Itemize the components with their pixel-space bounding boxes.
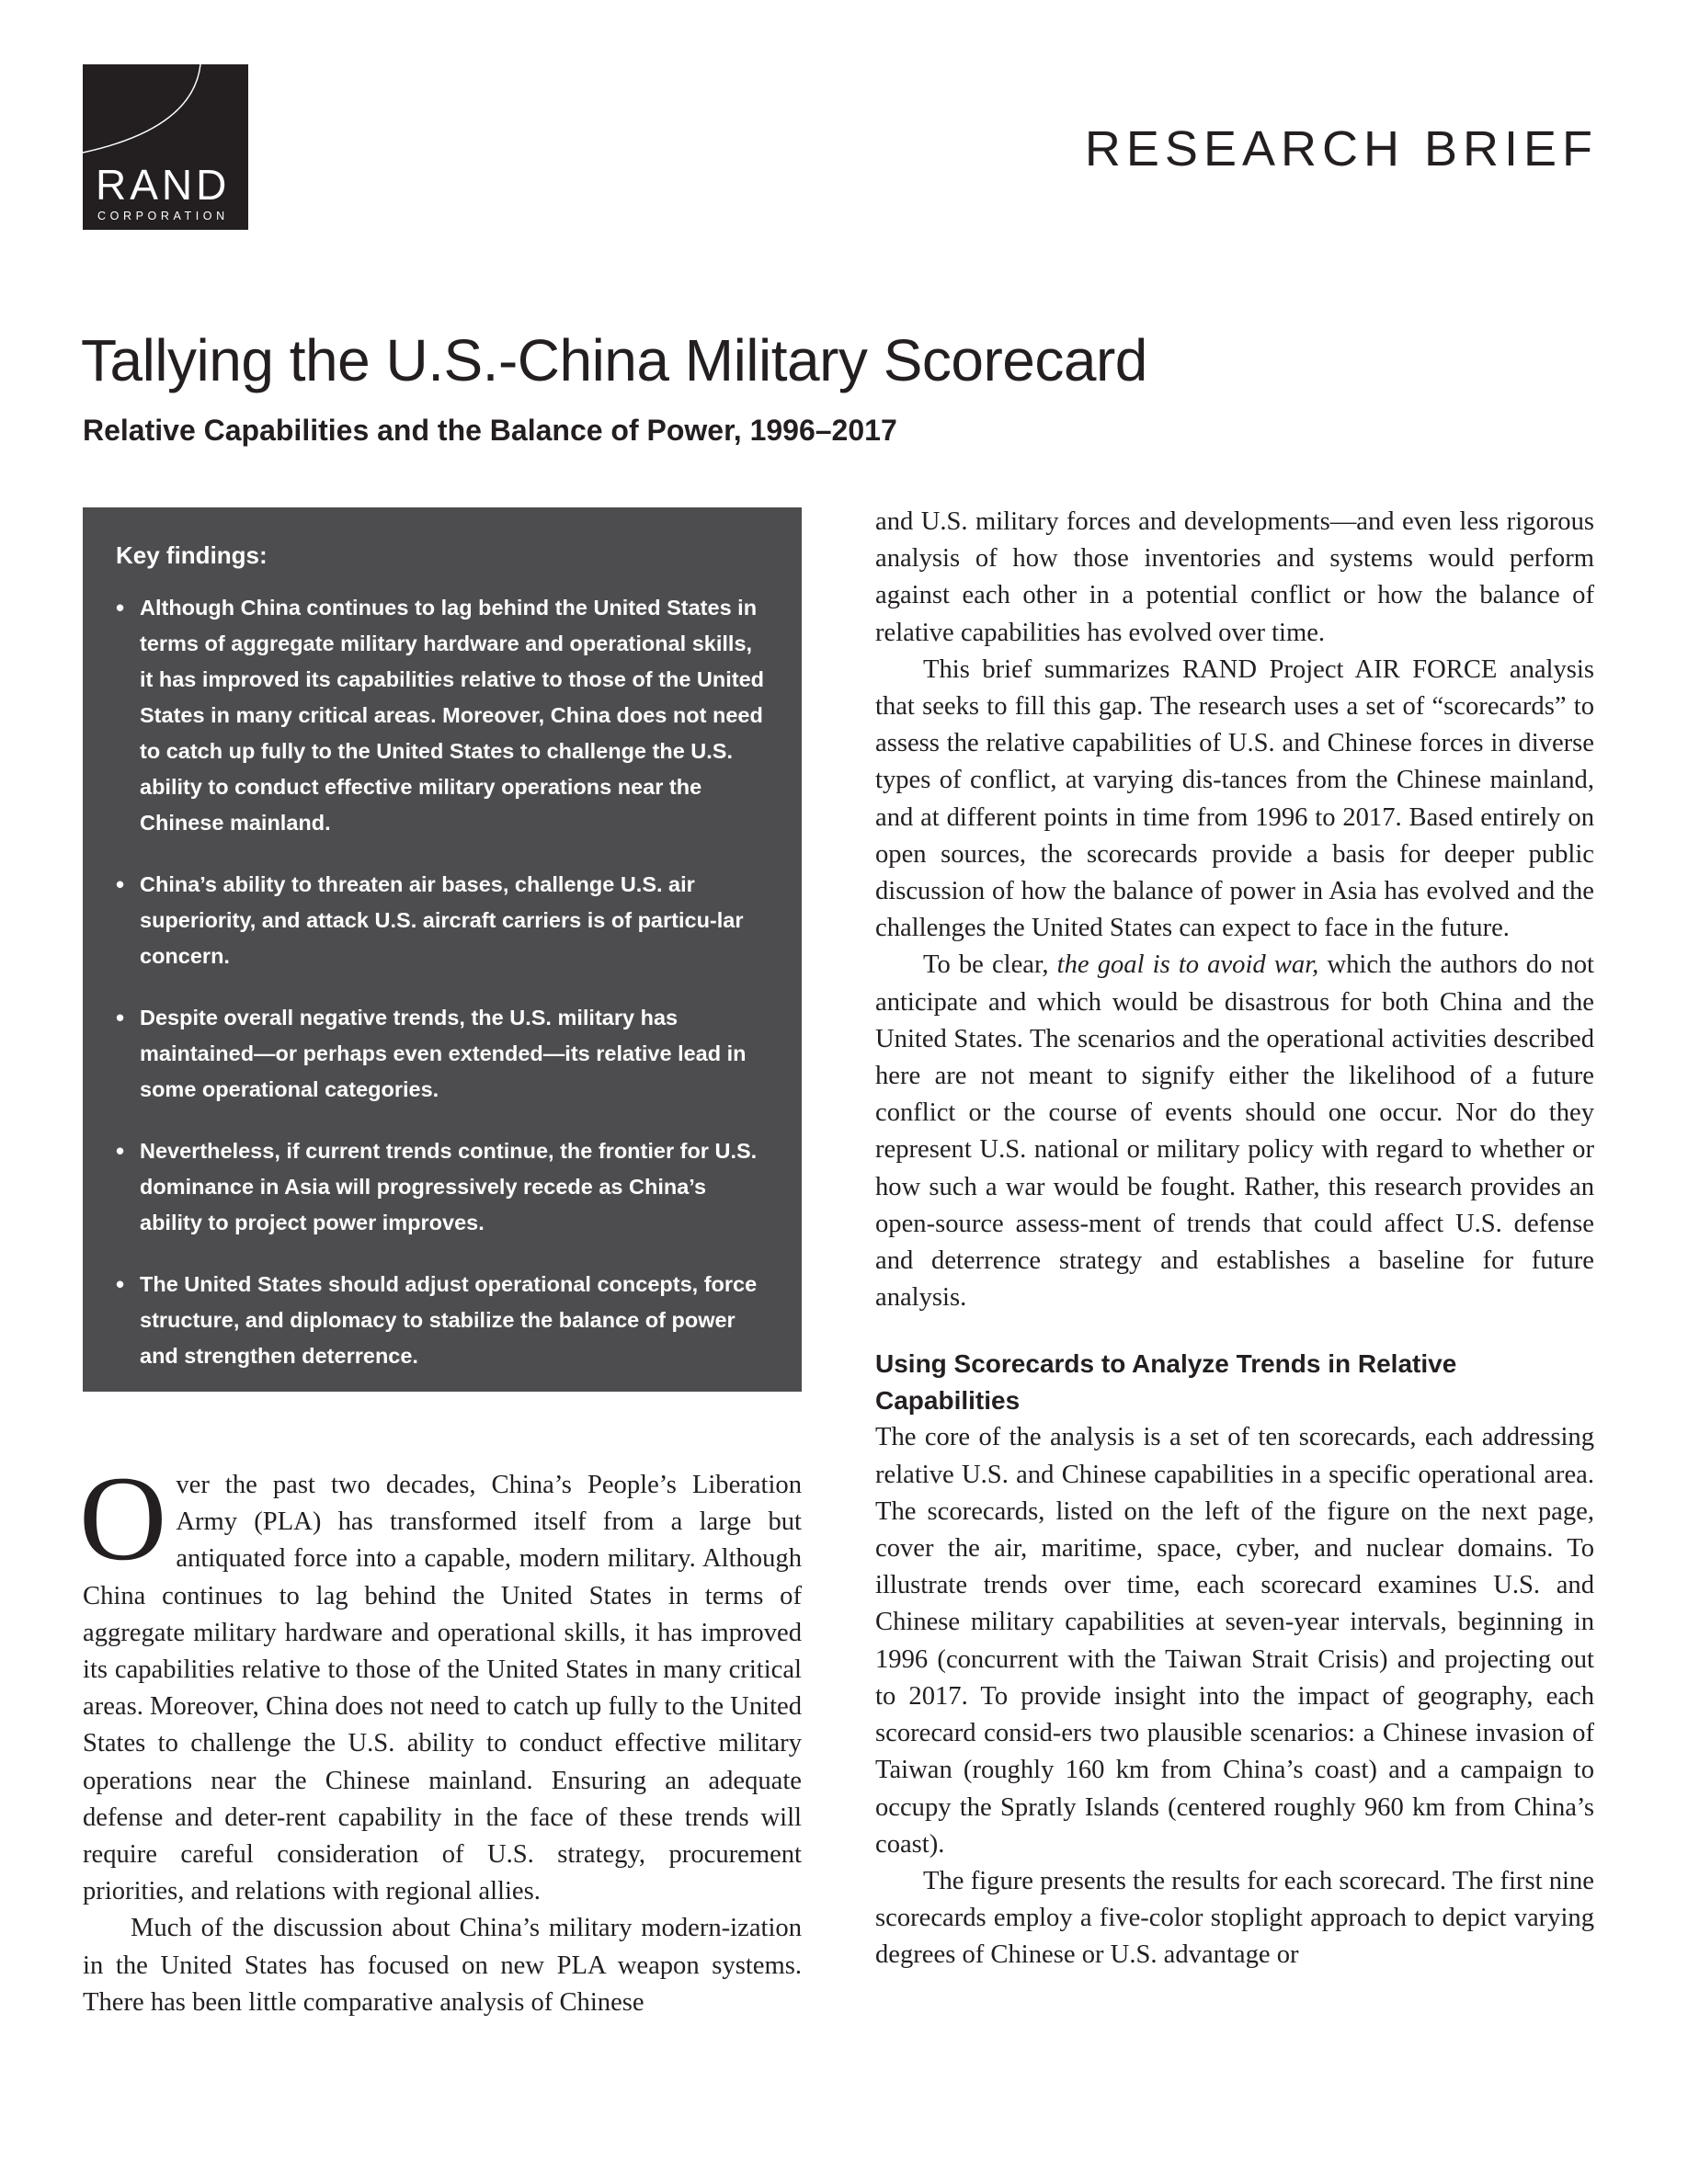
drop-cap: O <box>79 1450 167 1586</box>
body-paragraph: and U.S. military forces and developments—and even less rigorous analysis of how those inventories and systems would perform against each other in a potential conflict or how the balance of relative capabilities has evolved over time. <box>875 507 1594 647</box>
right-column <box>875 504 1594 1974</box>
key-findings-box <box>83 507 802 1392</box>
body-paragraph: Much of the discussion about China’s military modern-ization in the United States has focused on new PLA weapon systems. There has been little comparative analysis of Chinese <box>83 1914 802 2017</box>
intro-paragraph <box>79 1450 802 1910</box>
document-type-label: RESEARCH BRIEF <box>1084 121 1598 176</box>
logo-subname: CORPORATION <box>97 210 229 222</box>
body-paragraph: The core of the analysis is a set of ten scorecards, each addressing relative U.S. and Chinese capabilities in a specific operational area. The scorecards, listed on the left of the figure on the next page, cover the air, maritime, space, cyber, and nuclear domains. To illustrate trends over time, each scorecard examines U.S. and Chinese military capabilities at seven-year intervals, beginning in 1996 (concurrent with the Taiwan Strait Crisis) and projecting out to 2017. To provide insight into the impact of geography, each scorecard consid-ers two plausible scenarios: a Chinese invasion of Taiwan (roughly 160 km from China’s coast) and a campaign to occupy the Spratly Islands (centered roughly 960 km from China’s coast). <box>875 1423 1594 1859</box>
section-heading: Using Scorecards to Analyze Trends in Relative Capabilities <box>875 1349 1457 1416</box>
para-rest: which the authors do not anticipate and which would be disastrous for both China and the United States. The scenarios and the operational activities described here are not meant to signify either the likelihood of a future conflict or the course of events should one occur. Nor do they represent U.S. national or military policy with regard to whether or how such a war would be fought. Rather, this research provides an open-source assess-ment of trends that could affect U.S. defense and deterrence strategy and establishes a baseline for future analysis. <box>875 950 1595 1313</box>
key-findings-list <box>116 590 765 1374</box>
key-finding-item: • China’s ability to threaten air bases, challenge U.S. air superiority, and attack U.S. aircraft carriers is of particu-lar concern. <box>116 867 765 974</box>
page-subtitle: Relative Capabilities and the Balance of Power, 1996–2017 <box>83 414 897 447</box>
body-paragraph: The figure presents the results for each scorecard. The first nine scorecards employ a five-color stoplight approach to depict varying degrees of Chinese or U.S. advantage or <box>875 1866 1594 1970</box>
intro-text: ver the past two decades, China’s People’s Liberation Army (PLA) has transformed itself from a large but antiquated force into a capable, modern military. Although China continues to lag behind the United States in terms of aggregate military hardware and operational skills, it has improved its capabilities relative to those of the United States in many critical areas. Moreover, China does not need to catch up fully to the United States to challenge the U.S. ability to conduct effective military operations near the Chinese mainland. Ensuring an adequate defense and deter-rent capability in the face of these trends will require careful consideration of U.S. strategy, procurement priorities, and relations with regional allies. <box>83 1471 802 1906</box>
key-finding-item: • Nevertheless, if current trends continue, the frontier for U.S. dominance in Asia will progressively recede as China’s ability to project power improves. <box>116 1133 765 1241</box>
body-paragraph <box>875 947 1594 1316</box>
key-finding-item: • Although China continues to lag behind the United States in terms of aggregate military hardware and operational skills, it has improved its capabilities relative to those of the United States in many critical areas. Moreover, China does not need to catch up fully to the United States to challenge the U.S. ability to conduct effective military operations near the Chinese mainland. <box>116 590 765 841</box>
rand-logo <box>83 64 248 230</box>
para-lead: To be clear, <box>923 950 1049 980</box>
page-title: Tallying the U.S.-China Military Scorecard <box>81 327 1147 393</box>
key-finding-item: • The United States should adjust operational concepts, force structure, and diplomacy to stabilize the balance of power and strengthen deterrence. <box>116 1267 765 1374</box>
logo-name: RAND <box>96 161 231 209</box>
key-findings-heading: Key findings: <box>116 541 268 569</box>
emphasis-text: the goal is to avoid war, <box>1056 950 1319 980</box>
left-column <box>79 1450 802 2021</box>
body-paragraph: This brief summarizes RAND Project AIR FORCE analysis that seeks to fill this gap. The research uses a set of “scorecards” to assess the relative capabilities of U.S. and Chinese forces in diverse types of conflict, at varying dis-tances from the Chinese mainland, and at different points in time from 1996 to 2017. Based entirely on open sources, the scorecards provide a basis for deeper public discussion of how the balance of power in Asia has evolved and the challenges the United States can expect to face in the future. <box>875 654 1594 943</box>
key-finding-item: • Despite overall negative trends, the U.S. military has maintained—or perhaps even extended—its relative lead in some operational categories. <box>116 1000 765 1108</box>
